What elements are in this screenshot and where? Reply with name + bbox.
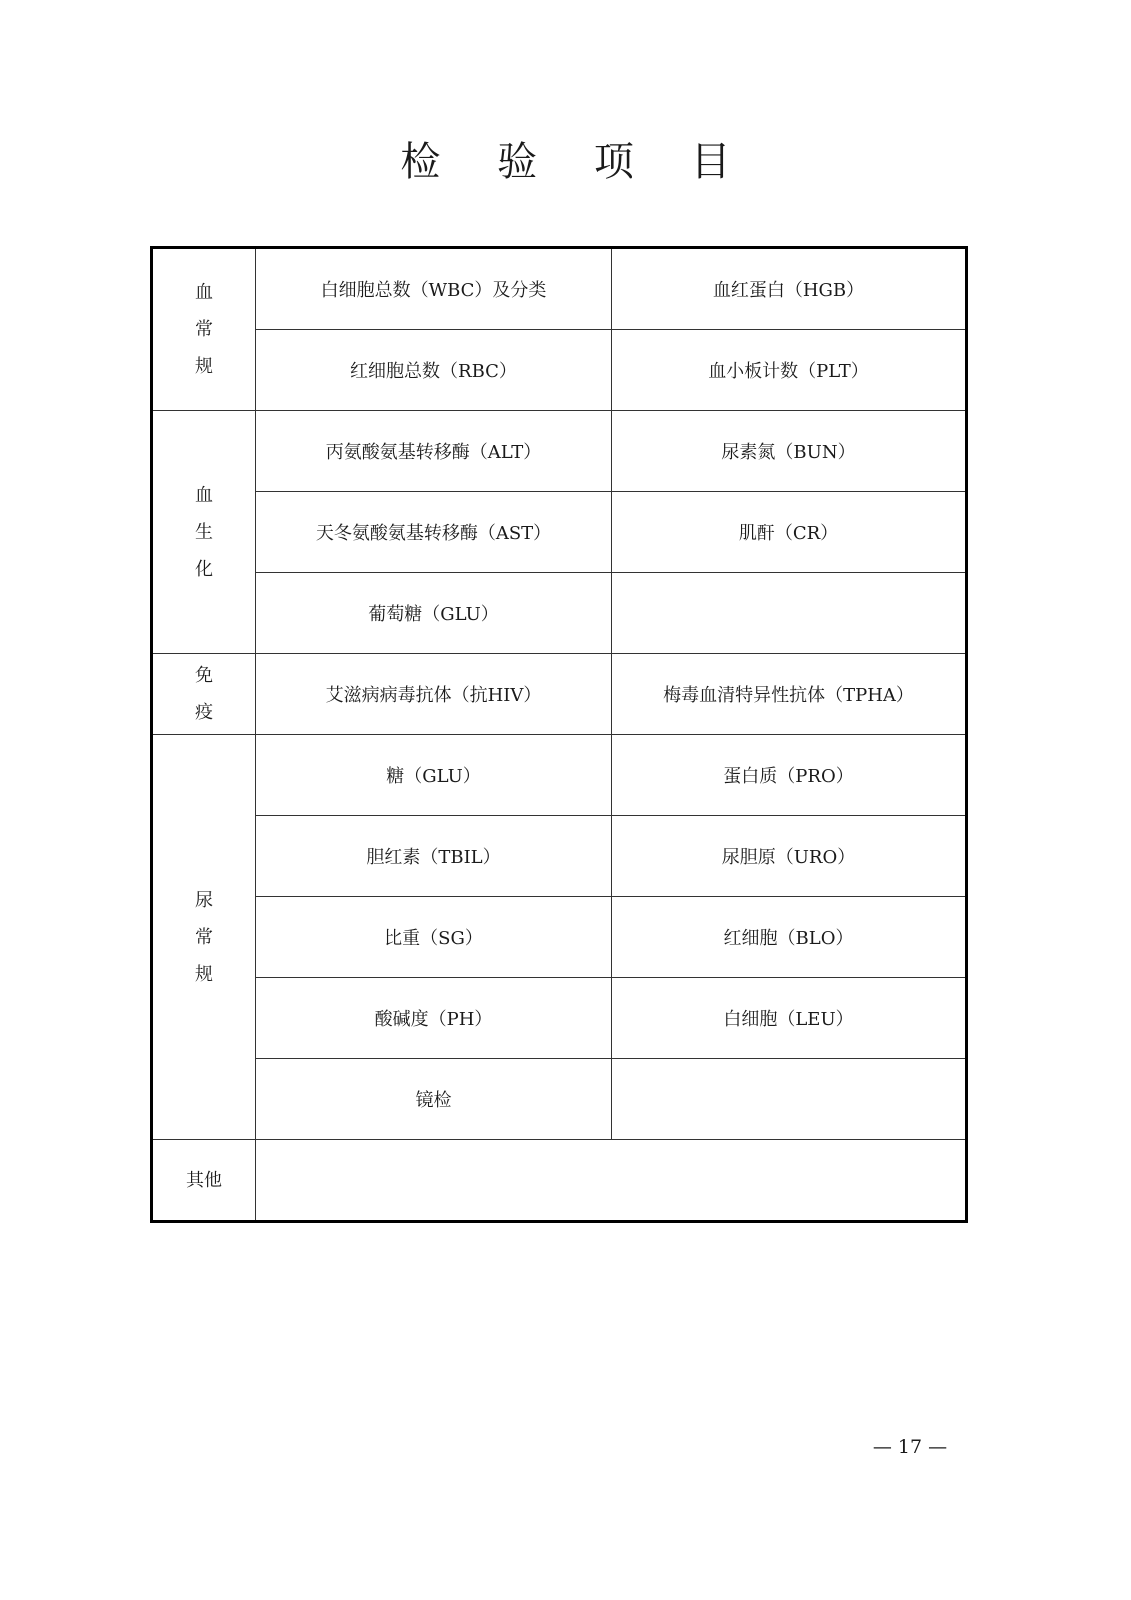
other-items-cell [256,1140,967,1222]
table-row [152,330,967,411]
table-row [152,978,967,1059]
empty-cell [612,1059,967,1140]
item-cell: 红细胞（BLO） [612,897,967,978]
item-cell: 红细胞总数（RBC） [256,330,612,411]
category-cell: 免 疫 [152,654,256,735]
table-row [152,654,967,735]
item-cell: 丙氨酸氨基转移酶（ALT） [256,411,612,492]
table-row [152,1140,967,1222]
table-row [152,248,967,330]
item-cell: 白细胞（LEU） [612,978,967,1059]
item-cell: 肌酐（CR） [612,492,967,573]
item-cell: 蛋白质（PRO） [612,735,967,816]
item-cell: 镜检 [256,1059,612,1140]
category-cell: 血 常 规 [152,248,256,411]
empty-cell [612,573,967,654]
item-cell: 糖（GLU） [256,735,612,816]
table-row [152,735,967,816]
table-row [152,897,967,978]
category-cell: 其他 [152,1140,256,1222]
table-row [152,492,967,573]
item-cell: 尿胆原（URO） [612,816,967,897]
table-row [152,573,967,654]
item-cell: 艾滋病病毒抗体（抗HIV） [256,654,612,735]
table-row [152,411,967,492]
category-cell: 血 生 化 [152,411,256,654]
item-cell: 血小板计数（PLT） [612,330,967,411]
item-cell: 尿素氮（BUN） [612,411,967,492]
item-cell: 酸碱度（PH） [256,978,612,1059]
item-cell: 梅毒血清特异性抗体（TPHA） [612,654,967,735]
item-cell: 白细胞总数（WBC）及分类 [256,248,612,330]
test-items-table [150,246,968,1223]
item-cell: 血红蛋白（HGB） [612,248,967,330]
item-cell: 比重（SG） [256,897,612,978]
item-cell: 天冬氨酸氨基转移酶（AST） [256,492,612,573]
page-title: 检 验 项 目 [400,139,753,185]
item-cell: 葡萄糖（GLU） [256,573,612,654]
category-cell: 尿 常 规 [152,735,256,1140]
table-row [152,1059,967,1140]
table-row [152,816,967,897]
item-cell: 胆红素（TBIL） [256,816,612,897]
page-number: — 17 — [872,1436,948,1458]
